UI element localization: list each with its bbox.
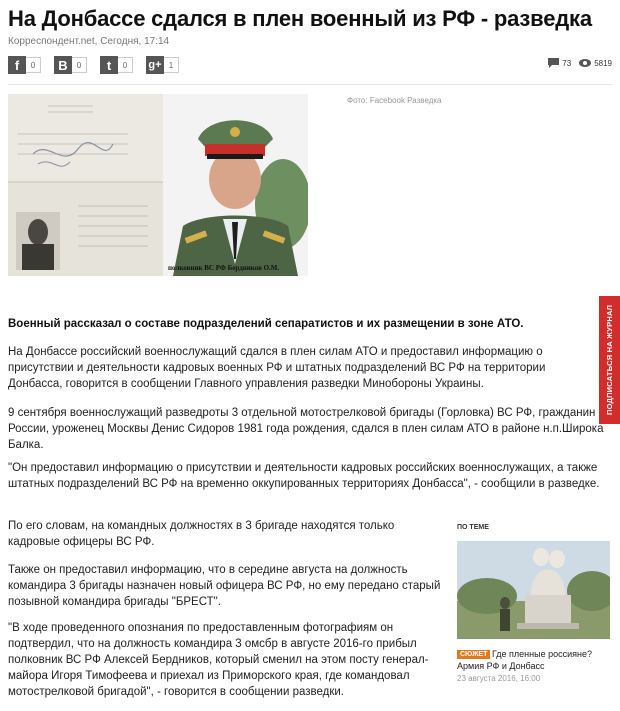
- comments-count: 73: [562, 58, 572, 68]
- monument-image: [457, 541, 610, 639]
- facebook-icon: f: [8, 56, 26, 74]
- share-bar: [8, 56, 192, 74]
- google-plus-icon: g+: [146, 56, 164, 74]
- views-count: 5819: [594, 58, 612, 68]
- subscribe-button[interactable]: ПОДПИСАТЬСЯ НА ЖУРНАЛ: [599, 296, 620, 424]
- article-paragraph: По его словам, на командных должностях в 3 бригаде находятся только кадровые офицеры ВС РФ.: [8, 520, 395, 548]
- article-meta: Корреспондент.net, Сегодня, 17:14: [8, 36, 170, 47]
- vkontakte-icon: B: [54, 56, 72, 74]
- eye-icon: [579, 59, 591, 67]
- colonel-portrait-image: [163, 94, 308, 276]
- related-date: 23 августа 2016, 16:00: [457, 674, 541, 683]
- twitter-icon: t: [100, 56, 118, 74]
- related-title-link[interactable]: Где пленные россияне?: [492, 649, 592, 659]
- article-paragraph: 9 сентября военнослужащий разведроты 3 отдельной мотострелковой бригады (Горловка) ВС РФ, гражданин России, уроженец Москвы Денис Сидоров 1981 года рождения, сдался в плен силам АТО в районе н.п.Широка Балка.: [8, 407, 604, 451]
- share-count: 0: [26, 57, 41, 73]
- comment-icon: [548, 58, 559, 68]
- article-photo[interactable]: [8, 94, 308, 276]
- article-lead: Военный рассказал о составе подразделений сепаратистов и их размещении в зоне АТО.: [8, 318, 524, 330]
- article-paragraph: Также он предоставил информацию, что в середине августа на должность командира 3 бригады назначен новый офицера ВС РФ, но ему передано старый позывной командира бригады "БРЕСТ".: [8, 564, 441, 608]
- share-vkontakte-button[interactable]: [54, 56, 87, 74]
- comments-stat[interactable]: [548, 58, 571, 68]
- article-stats: [540, 58, 612, 68]
- share-google-plus-button[interactable]: [146, 56, 179, 74]
- photo-caption: полковник ВС РФ Бердников О.М.: [168, 264, 280, 272]
- related-subtitle-link[interactable]: Армия РФ и Донбасс: [457, 661, 545, 671]
- share-count: 1: [164, 57, 179, 73]
- related-image[interactable]: [457, 541, 610, 639]
- article-paragraph: "В ходе проведенного опознания по предоставленным фотографиям он подтвердил, что на должность командира 3 омсбр в августе 2016-го прибыл полковник ВС РФ Алексей Бердников, который сменил на этом посту генерал-майора Игоря Тимофеева и приехал из Приморского края, где командовал мотострелковой бригадой", - говорится в сообщении разведки.: [8, 622, 429, 698]
- share-count: 0: [72, 57, 87, 73]
- article-title: На Донбассе сдался в плен военный из РФ - разведка: [8, 6, 592, 31]
- share-facebook-button[interactable]: [8, 56, 41, 74]
- photo-credit: Фото: Facebook Разведка: [347, 96, 442, 105]
- passport-scan-image: [8, 94, 163, 276]
- related-label: ПО ТЕМЕ: [457, 524, 489, 531]
- divider: [8, 84, 612, 85]
- share-twitter-button[interactable]: [100, 56, 133, 74]
- views-stat: [579, 59, 612, 68]
- related-tag-badge[interactable]: СЮЖЕТ: [457, 650, 490, 659]
- article-paragraph: "Он предоставил информацию о присутствии и деятельности кадровых российских военнослужащих, а также штатных подразделений ВС РФ на временно оккупированных территориях Донбасса", - сообщили в разведке.: [8, 462, 600, 490]
- share-count: 0: [118, 57, 133, 73]
- article-paragraph: На Донбассе российский военнослужащий сдался в плен силам АТО и предоставил информацию о присутствии и деятельности кадровых военных РФ и штатных подразделений ВС РФ на территории Донбасса, говорится в сообщении Главного управления разведки Минобороны Украины.: [8, 346, 546, 390]
